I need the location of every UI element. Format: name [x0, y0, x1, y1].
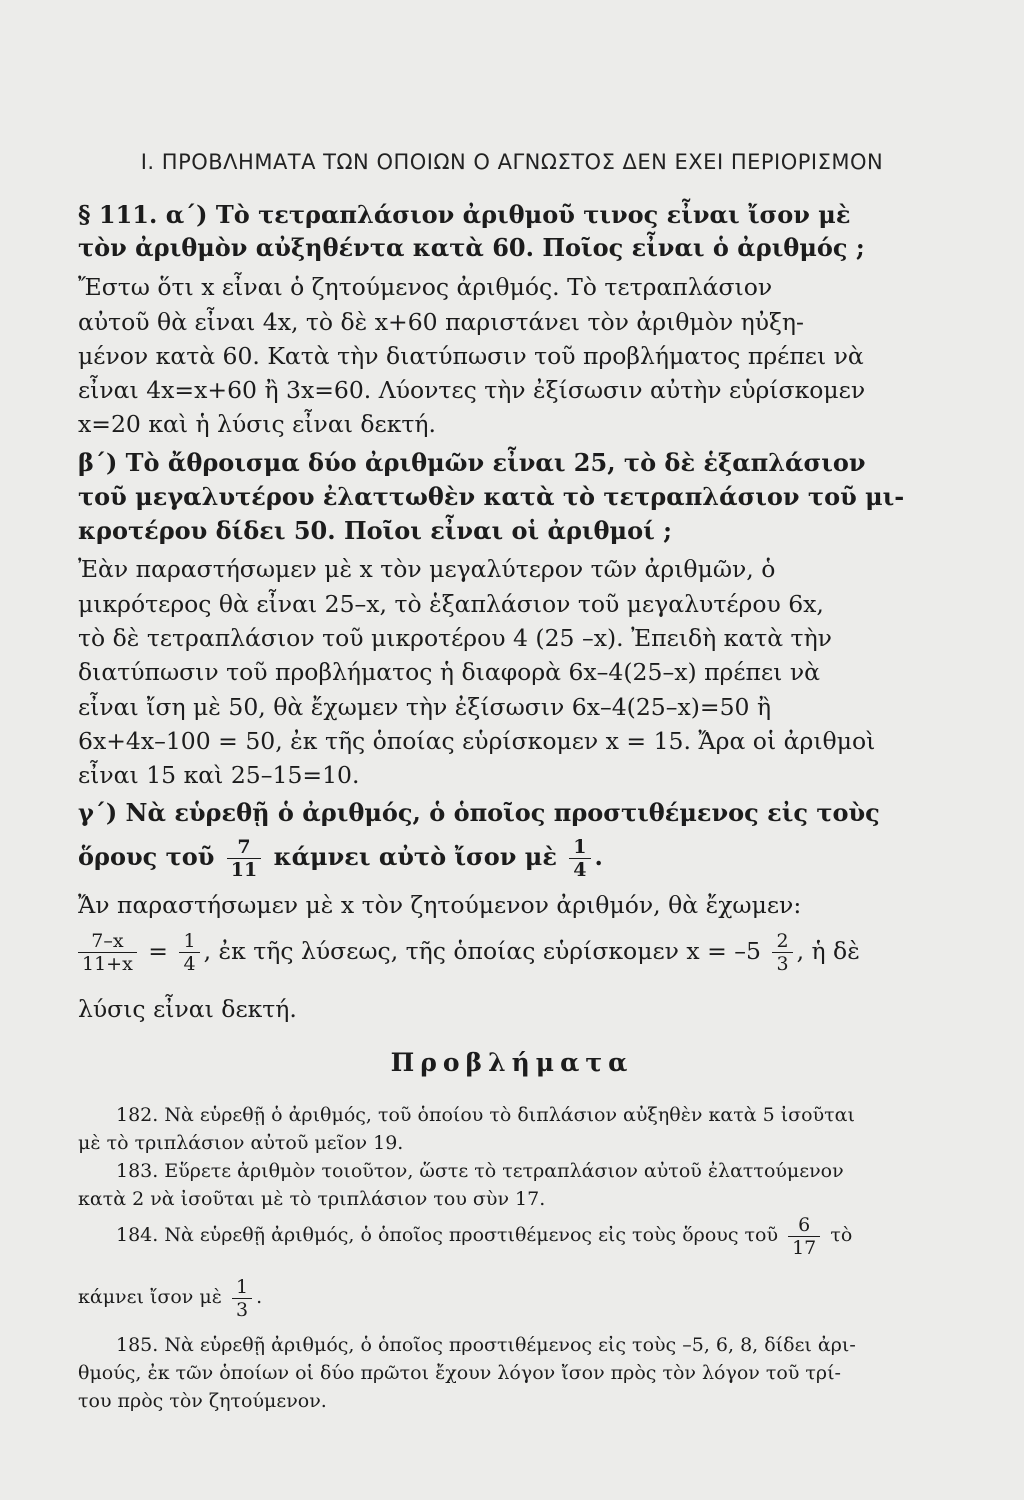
- part-b-body-line-1: Ἐὰν παραστήσωμεν μὲ x τὸν μεγαλύτερον τῶν ἀριθμῶν, ὁ: [78, 555, 776, 583]
- part-c-body-line-1: Ἄν παραστήσωμεν μὲ x τὸν ζητούμενον ἀριθμόν, θὰ ἔχωμεν:: [78, 891, 802, 919]
- part-c-body-line-3: λύσις εἶναι δεκτή.: [78, 995, 297, 1023]
- problem-185-line-3: του πρὸς τὸν ζητούμενον.: [78, 1390, 327, 1412]
- problem-184-line-1: 184. Νὰ εὑρεθῇ ἀριθμός, ὁ ὁποῖος προστιθέμενος εἰς τοὺς ὅρους τοῦ $\frac{6}{17}$ τὸ: [116, 1213, 853, 1259]
- part-c-title-line-2: ὅρους τοῦ $\frac{7}{11}$ κάμνει αὐτὸ ἴσον μὲ $\frac{1}{4}$ .: [78, 836, 603, 881]
- problem-182-line-1: 182. Νὰ εὑρεθῇ ὁ ἀριθμός, τοῦ ὁποίου τὸ διπλάσιον αὐξηθὲν κατὰ 5 ἰσοῦται: [116, 1104, 855, 1126]
- part-b-title-line-3: κροτέρου δίδει 50. Ποῖοι εἶναι οἱ ἀριθμοί ;: [78, 516, 672, 545]
- problem-185-line-2: θμούς, ἐκ τῶν ὁποίων οἱ δύο πρῶτοι ἔχουν λόγον ἴσον πρὸς τὸν λόγον τοῦ τρί-: [78, 1362, 841, 1384]
- problems-heading: Προβλήματα: [390, 1048, 634, 1077]
- part-b-body-line-3: τὸ δὲ τετραπλάσιον τοῦ μικροτέρου 4 (25 –x). Ἐπειδὴ κατὰ τὴν: [78, 624, 832, 652]
- part-b-body-line-7: εἶναι 15 καὶ 25–15=10.: [78, 761, 360, 789]
- part-b-body-line-2: μικρότερος θὰ εἶναι 25–x, τὸ ἑξαπλάσιον τοῦ μεγαλυτέρου 6x,: [78, 590, 824, 618]
- fraction-1-4-eq: $\frac{1}{4}$: [179, 930, 199, 975]
- part-a-title-line-2: τὸν ἀριθμὸν αὐξηθέντα κατὰ 60. Ποῖος εἶναι ὁ ἀριθμός ;: [78, 233, 865, 262]
- problem-184-line-2: κάμνει ἴσον μὲ $\frac{1}{3}$ .: [78, 1275, 263, 1321]
- part-b-body-line-6: 6x+4x–100 = 50, ἐκ τῆς ὁποίας εὑρίσκομεν x = 15. Ἄρα οἱ ἀριθμοὶ: [78, 727, 876, 755]
- part-a-body-line-5: x=20 καὶ ἡ λύσις εἶναι δεκτή.: [78, 410, 436, 438]
- part-c-title-line-1: γ΄) Νὰ εὑρεθῇ ὁ ἀριθμός, ὁ ὁποῖος προστιθέμενος εἰς τοὺς: [78, 798, 880, 827]
- problem-183-line-2: κατὰ 2 νὰ ἰσοῦται μὲ τὸ τριπλάσιον του σὺν 17.: [78, 1188, 546, 1210]
- problem-185-line-1: 185. Νὰ εὑρεθῇ ἀριθμός, ὁ ὁποῖος προστιθέμενος εἰς τοὺς –5, 6, 8, δίδει ἀρι-: [116, 1334, 856, 1356]
- problem-183-line-1: 183. Εὕρετε ἀριθμὸν τοιοῦτον, ὥστε τὸ τετραπλάσιον αὐτοῦ ἐλαττούμενον: [116, 1160, 844, 1182]
- running-head: I. ΠΡΟΒΛΗΜΑΤΑ ΤΩΝ ΟΠΟΙΩΝ Ο ΑΓΝΩΣΤΟΣ ΔΕΝ ΕΧΕΙ ΠΕΡΙΟΡΙΣΜΟΝ: [140, 150, 884, 174]
- part-a-body-line-4: εἶναι 4x=x+60 ἢ 3x=60. Λύοντες τὴν ἐξίσωσιν αὐτὴν εὑρίσκομεν: [78, 376, 866, 404]
- problem-182-line-2: μὲ τὸ τριπλάσιον αὐτοῦ μεῖον 19.: [78, 1132, 404, 1154]
- fraction-6-17: $\frac{6}{17}$: [788, 1214, 820, 1259]
- part-b-title-line-1: β΄) Τὸ ἄθροισμα δύο ἀριθμῶν εἶναι 25, τὸ δὲ ἑξαπλάσιον: [78, 448, 866, 477]
- part-b-body-line-5: εἶναι ἴση μὲ 50, θὰ ἔχωμεν τὴν ἐξίσωσιν 6x–4(25–x)=50 ἢ: [78, 693, 772, 721]
- fraction-7-minus-x-over-11-plus-x: $\frac{7-x}{11+x}$: [78, 930, 137, 975]
- fraction-1-3: $\frac{1}{3}$: [232, 1276, 252, 1321]
- part-a-body-line-1: Ἔστω ὅτι x εἶναι ὁ ζητούμενος ἀριθμός. Τὸ τετραπλάσιον: [78, 273, 773, 301]
- fraction-2-3: $\frac{2}{3}$: [772, 930, 792, 975]
- part-a-title-line-1: § 111. α΄) Τὸ τετραπλάσιον ἀριθμοῦ τινος εἶναι ἴσον μὲ: [78, 200, 851, 229]
- part-a-body-line-3: μένον κατὰ 60. Κατὰ τὴν διατύπωσιν τοῦ προβλήματος πρέπει νὰ: [78, 342, 864, 370]
- fraction-1-4: $\frac{1}{4}$: [569, 836, 590, 881]
- part-b-body-line-4: διατύπωσιν τοῦ προβλήματος ἡ διαφορὰ 6x–4(25–x) πρέπει νὰ: [78, 658, 820, 686]
- part-a-body-line-2: αὐτοῦ θὰ εἶναι 4x, τὸ δὲ x+60 παριστάνει τὸν ἀριθμὸν ηὐξη-: [78, 308, 804, 336]
- fraction-7-11: $\frac{7}{11}$: [227, 836, 261, 881]
- part-c-equation-line: $\frac{7-x}{11+x}$ = $\frac{1}{4}$ , ἐκ τῆς λύσεως, τῆς ὁποίας εὑρίσκομεν x = –5 $\frac{2}{3}$ , ἡ δὲ: [78, 926, 950, 976]
- part-b-title-line-2: τοῦ μεγαλυτέρου ἐλαττωθὲν κατὰ τὸ τετραπλάσιον τοῦ μι-: [78, 482, 905, 511]
